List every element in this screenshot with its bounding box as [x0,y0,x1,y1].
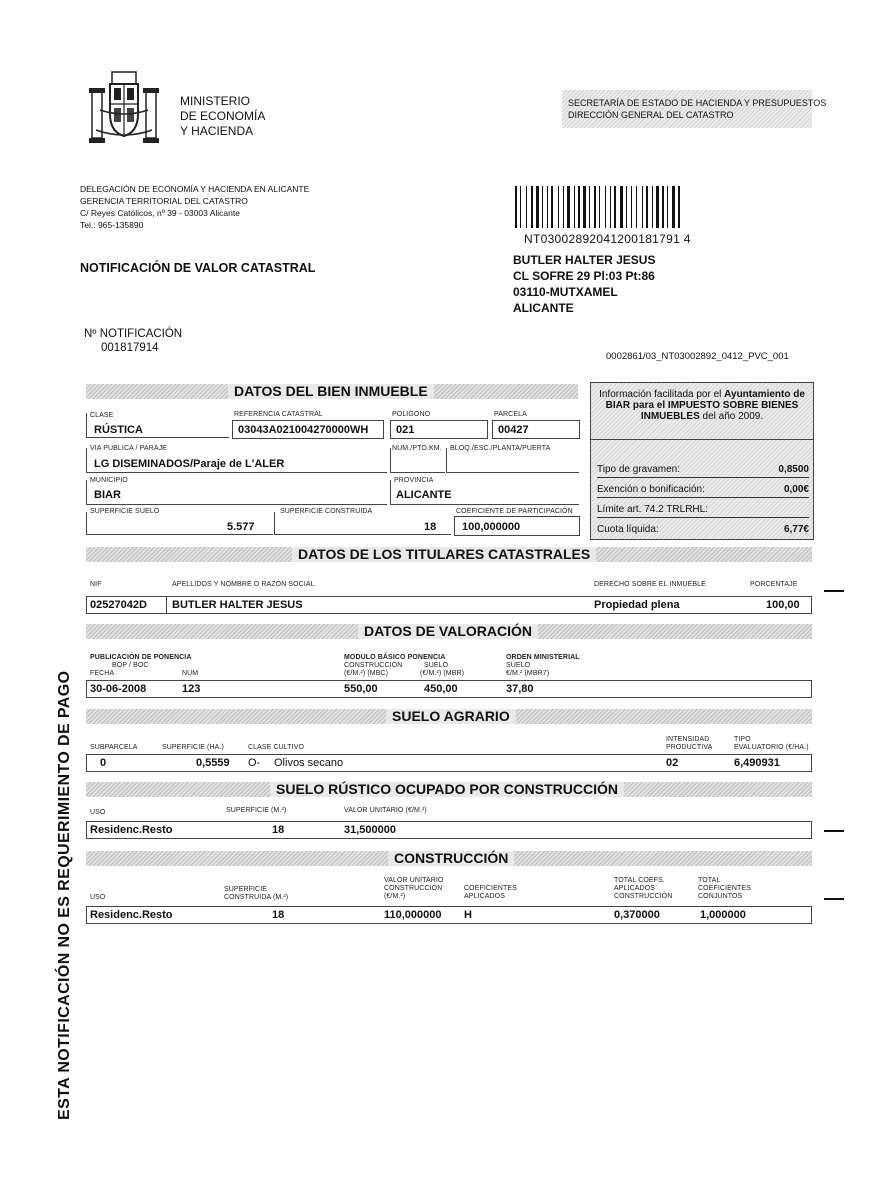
via-value: LG DISEMINADOS/Paraje de L'ALER [94,458,285,470]
barcode-bar [631,186,632,228]
ministry-line: DE ECONOMÍA [180,109,266,123]
valor-label: (€/M.²) [384,893,406,900]
mbr7-label: €/M.² (MBR7) [506,670,550,677]
tipo-value: 6,490931 [734,757,780,769]
ref-value: 03043A021004270000WH [238,424,369,436]
recipient-street: CL SOFRE 29 Pl:03 Pt:86 [513,269,655,283]
barcode-bar [526,186,527,228]
suelo-label: SUPERFICIE SUELO [90,508,160,515]
valor-label: CONSTRUCCIÓN [384,885,443,892]
barcode-bar [599,186,600,228]
suelo-value: 5.577 [227,521,255,533]
conjuntos-label: TOTAL [698,877,721,884]
ibi-row-value: 0,00€ [783,484,809,495]
conjuntos-label: COEFICIENTES [698,885,751,892]
suelo2-label: SUELO [506,662,531,669]
agrario-title: SUELO AGRARIO [386,709,516,724]
notificacion-number: 001817914 [101,342,159,354]
ibi-info-text: Ayuntamiento de [724,389,805,400]
parcela-label: PARCELA [494,411,527,418]
recipient-name: BUTLER HALTER JESUS [513,253,656,267]
porcentaje-value: 100,00 [766,599,800,611]
coef-value: 100,000000 [462,521,521,533]
barcode-bar [642,186,643,228]
tipo-label: TIPO [734,736,751,743]
num-label: NUM [182,670,199,677]
rustico-row [86,821,812,839]
barcode-bar [578,186,580,228]
rustico-title: SUELO RÚSTICO OCUPADO POR CONSTRUCCIÓN [270,782,624,797]
poligono-value: 021 [396,424,415,436]
total-value: 0,370000 [614,909,660,921]
nif-value: 02527042D [90,599,147,611]
ibi-row [597,479,809,498]
mbr7-value: 37,80 [506,683,534,695]
agrario-band [86,709,812,724]
mbr-value: 450,00 [424,683,458,695]
mbr-label: (€/M.²) (MBR) [420,670,465,677]
address-line: GERENCIA TERRITORIAL DEL CATASTRO [80,196,248,206]
uso-label: USO [90,894,106,901]
agrario-row [86,754,812,772]
ibi-row-label: Límite art. 74.2 TRLRHL: [597,504,708,515]
evaluatorio-label: EVALUATORIO (€/HA.) [734,744,809,751]
intensidad-value: 02 [666,757,679,769]
coat-of-arms-icon [86,70,162,152]
municipio-label: MUNICIPIO [90,477,128,484]
ibi-info-text: IMPUESTO SOBRE BIENES INMUEBLES [640,400,799,422]
secretaria-line: SECRETARÍA DE ESTADO DE HACIENDA Y PRESUPUESTOS [568,98,827,108]
ibi-info-text: del año 2009. [702,411,764,422]
modulo-label: MODULO BÁSICO PONENCIA [344,654,446,661]
rustico-band [86,782,812,797]
via-label: VIA PUBLICA / PARAJE [90,445,167,452]
coef-label: COEFICIENTES [464,885,517,892]
barcode-bar [542,186,543,228]
porcentaje-label: PORCENTAJE [750,581,798,588]
margin-mark [824,590,844,592]
provincia-label: PROVINCIA [394,477,434,484]
total-label: APLICADOS [614,885,655,892]
barcode-bar [667,186,668,228]
uso-value: Residenc.Resto [90,909,173,921]
barcode-bar [594,186,596,228]
parcela-value: 00427 [498,424,529,436]
ibi-row-label: Exención o bonificación: [597,484,705,495]
reference-code: 0002861/03_NT03002892_0412_PVC_001 [606,351,789,362]
ibi-info [597,389,807,422]
titulares-title: DATOS DE LOS TITULARES CATASTRALES [292,547,596,562]
derecho-value: Propiedad plena [594,599,680,611]
barcode-bar [583,186,586,228]
bloq-label: BLOQ./ESC./PLANTA/PUERTA [450,445,551,452]
coef-label: COEFICIENTE DE PARTICIPACIÓN [456,508,573,515]
document-title: NOTIFICACIÓN DE VALOR CATASTRAL [80,261,316,275]
margin-mark [824,898,844,900]
notificacion-label: Nº NOTIFICACIÓN [84,328,183,340]
ibi-info-text: BIAR para el [605,400,666,411]
mbc-value: 550,00 [344,683,378,695]
uso-value: Residenc.Resto [90,824,173,836]
barcode-bar [614,186,616,228]
num-value: 123 [182,683,201,695]
barcode-bar [662,186,664,228]
derecho-label: DERECHO SOBRE EL INMUEBLE [594,581,706,588]
ibi-row [597,499,809,518]
nombre-value: BUTLER HALTER JESUS [172,599,303,611]
barcode-bar [520,186,521,228]
valoracion-title: DATOS DE VALORACIÓN [358,624,538,639]
ibi-row-value: 0,8500 [778,464,809,475]
mbc-label: (€/M.²) (MBC) [344,670,389,677]
recipient-address [513,252,655,316]
construccion-label: CONSTRUCCION [344,662,403,669]
nombre-label: APELLIDOS Y NOMBRE O RAZÓN SOCIAL [172,581,315,588]
ministry-line: Y HACIENDA [180,124,254,138]
total-label: TOTAL COEFS. [614,877,665,884]
barcode-bar [620,186,623,228]
provincia-value: ALICANTE [396,489,452,501]
poligono-label: POLIGONO [392,411,431,418]
superficie-label: SUPERFICIE [224,886,268,893]
valor-label: VALOR UNITARIO [384,877,444,884]
barcode-bar [626,186,627,228]
valoracion-band [86,624,812,639]
side-disclaimer: ESTA NOTIFICACIÓN NO ES REQUERIMIENTO DE PAGO [56,670,73,1120]
superficie-label: CONSTRUIDA (M.²) [224,894,289,901]
secretaria-box [562,90,827,128]
construccion-band [86,851,812,866]
cultivo-code: O- [248,757,261,769]
municipio-field [86,480,387,505]
barcode-bar [636,186,637,228]
valor-value: 31,500000 [344,824,396,836]
barcode-bar [563,186,564,228]
barcode-bar [558,186,559,228]
suelo-label: SUELO [424,662,449,669]
barcode-bar [652,186,653,228]
ibi-info-text: Información facilitada por el [599,389,722,400]
barcode-bar [656,186,659,228]
barcode-bar [610,186,611,228]
ibi-row [597,459,809,478]
clase-value: RÚSTICA [94,424,143,436]
fecha-label: FECHA [90,670,115,677]
ref-label: REFERENCIA CATASTRAL [234,411,323,418]
fecha-value: 30-06-2008 [90,683,147,695]
productiva-label: PRODUCTIVA [666,744,713,751]
address-line: C/ Reyes Católicos, nº 39 - 03003 Alicante [80,208,240,218]
subparcela-value: 0 [100,757,107,769]
delegation-address [80,183,309,231]
uso-label: USO [90,809,106,816]
cultivo-value: Olivos secano [274,757,344,769]
address-line: Tel.: 965-135890 [80,220,144,230]
ibi-row-value: 6,77€ [783,524,809,535]
ministry-line: MINISTERIO [180,94,251,108]
valor-label: VALOR UNITARIO (€/M.²) [344,807,427,814]
ministry-name [180,94,265,139]
barcode-bar [672,186,675,228]
intensidad-label: INTENSIDAD [666,736,710,743]
barcode-bar [589,186,590,228]
coef-label: APLICADOS [464,893,505,900]
ibi-row [597,519,809,537]
barcode-bar [574,186,575,228]
construida-label: SUPERFICIE CONSTRUIDA [280,508,373,515]
pub-label: PUBLICACIÓN DE PONENCIA [90,654,192,661]
bien-title: DATOS DEL BIEN INMUEBLE [228,384,434,399]
coef-value: H [464,909,472,921]
superficie-value: 0,5559 [196,757,230,769]
barcode-bar [551,186,553,228]
barcode-bar [646,186,648,228]
boc-label: BOP / BOC [112,662,149,669]
ibi-panel [590,382,814,540]
barcode-bar [531,186,533,228]
cultivo-label: CLASE CULTIVO [248,744,305,751]
orden-label: ORDEN MINISTERIAL [506,654,580,661]
recipient-province: ALICANTE [513,301,574,315]
address-line: DELEGACIÓN DE ECONOMÍA Y HACIENDA EN ALICANTE [80,184,310,194]
ibi-row-label: Cuota líquida: [597,524,659,535]
municipio-value: BIAR [94,489,121,501]
conjuntos-label: CONJUNTOS [698,893,743,900]
secretaria-line: DIRECCIÓN GENERAL DEL CATASTRO [568,110,734,120]
construida-value: 18 [424,521,437,533]
nif-label: NIF [90,581,102,588]
barcode-bar [678,186,680,228]
barcode-bar [547,186,548,228]
num-label: NUM./PTO.KM. [392,445,442,452]
subparcela-label: SUBPARCELA [90,744,138,751]
barcode-number: NT03002892041200181791 4 [524,232,691,246]
conjuntos-value: 1,000000 [700,909,746,921]
barcode-bar [567,186,570,228]
barcode-bar [536,186,539,228]
margin-mark [824,830,844,832]
barcode-bar [605,186,606,228]
superficie-label: SUPERFICIE (M.²) [226,807,287,814]
construccion-title: CONSTRUCCIÓN [388,851,514,866]
bien-band [86,384,578,399]
clase-label: CLASE [90,412,114,419]
barcode [515,186,715,228]
valor-value: 110,000000 [384,909,442,921]
barcode-bar [515,186,517,228]
titulares-band [86,547,812,562]
superficie-value: 18 [272,909,285,921]
superficie-label: SUPERFICIE (HA.) [162,744,224,751]
total-label: CONSTRUCCIÓN [614,893,673,900]
recipient-city: 03110-MUTXAMEL [513,285,618,299]
superficie-value: 18 [272,824,285,836]
ibi-row-label: Tipo de gravamen: [597,464,681,475]
